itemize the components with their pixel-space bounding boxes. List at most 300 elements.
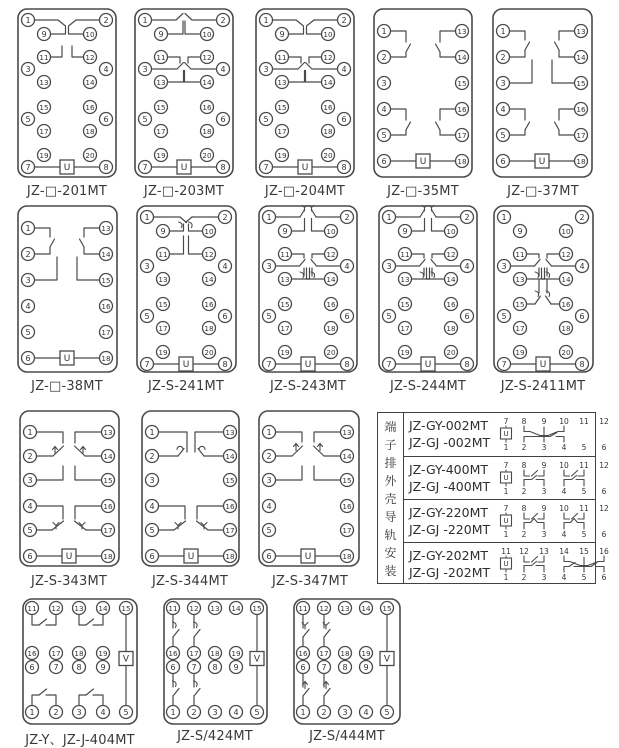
mini-terminal-number: 12: [599, 504, 609, 513]
terminal-number: 4: [25, 301, 31, 311]
terminal-1: [26, 706, 39, 719]
terminal-number: 11: [277, 52, 287, 62]
terminal-16: [322, 101, 335, 114]
coil-letter: U: [63, 163, 71, 174]
wire: [51, 46, 63, 57]
terminal-number: 6: [29, 662, 35, 672]
terminal-1: [383, 211, 396, 224]
terminal-20: [203, 346, 216, 359]
terminal-1: [263, 211, 276, 224]
terminal-13: [276, 76, 289, 89]
wire: [72, 46, 84, 57]
terminal-number: 13: [277, 77, 287, 87]
mini-wire: [530, 432, 540, 436]
wire: [391, 31, 407, 42]
terminal-number: 14: [98, 603, 108, 613]
coil-letter: V: [122, 654, 130, 665]
terminal-number: 6: [381, 156, 387, 166]
terminal-15: [276, 101, 289, 114]
terminal-7: [188, 661, 201, 674]
terminal-number: 14: [326, 274, 336, 284]
terminal-number: 15: [515, 299, 525, 309]
wire: [51, 27, 66, 34]
terminal-number: 9: [402, 226, 408, 236]
terminal-4: [22, 300, 35, 313]
terminal-11: [157, 248, 170, 261]
terminal-18: [224, 550, 237, 563]
terminal-number: 14: [446, 274, 456, 284]
terminal-14: [360, 602, 373, 615]
terminal-number: 9: [160, 226, 166, 236]
diagram-svg-jz-s-444mt: [293, 598, 401, 725]
relay-outline: [135, 9, 233, 177]
wire: [292, 446, 303, 456]
terminal-number: 13: [156, 77, 166, 87]
terminal-8: [341, 358, 354, 371]
terminal-18: [341, 550, 354, 563]
terminal-2: [576, 211, 589, 224]
mini-terminal-number: 4: [561, 487, 567, 496]
terminal-number: 20: [323, 150, 333, 160]
diagram-jz-37mt: [492, 8, 593, 178]
mini-wire: [538, 513, 544, 519]
terminal-13: [209, 602, 222, 615]
wire: [312, 219, 325, 232]
wire: [46, 615, 56, 626]
terminal-number: 4: [341, 64, 347, 74]
terminal-number: 11: [280, 249, 290, 259]
terminal-4: [341, 260, 354, 273]
terminal-17: [456, 129, 469, 142]
wire: [303, 630, 309, 638]
terminal-number: 4: [100, 707, 106, 717]
terminal-number: 12: [326, 249, 336, 259]
terminal-number: 19: [400, 347, 410, 357]
terminal-13: [224, 426, 237, 439]
terminal-16: [341, 500, 354, 513]
terminal-number: 2: [53, 707, 59, 717]
mini-terminal-number: 1: [503, 487, 509, 496]
u-coil-box: [184, 549, 198, 563]
wire: [559, 109, 575, 120]
terminal-number: 10: [204, 226, 214, 236]
terminal-number: 11: [158, 249, 168, 259]
v-coil-box: [119, 652, 133, 666]
wire: [75, 432, 102, 443]
terminal-6: [297, 661, 310, 674]
terminal-number: 3: [149, 475, 155, 485]
wire: [77, 257, 100, 280]
terminal-13: [341, 426, 354, 439]
terminal-15: [575, 77, 588, 90]
diagram-svg-jz-35mt: [373, 8, 473, 178]
terminal-number: 6: [464, 311, 470, 321]
terminal-2: [219, 211, 232, 224]
wire: [79, 695, 86, 706]
model-label: JZ-GY-202MT: [409, 548, 489, 563]
terminal-3: [139, 63, 152, 76]
wire: [552, 60, 575, 83]
wire: [188, 57, 201, 63]
terminal-number: 7: [144, 359, 150, 369]
terminal-15: [155, 101, 168, 114]
terminal-number: 20: [202, 150, 212, 160]
terminal-20: [560, 346, 573, 359]
terminal-8: [100, 161, 113, 174]
mini-coil-letter: U: [503, 517, 509, 526]
wire: [510, 130, 526, 135]
coil-letter: U: [304, 552, 312, 563]
terminal-16: [167, 647, 180, 660]
mini-wire: [564, 480, 571, 487]
mini-terminal-number: 5: [581, 443, 587, 452]
terminal-number: 16: [202, 102, 212, 112]
terminal-18: [102, 550, 115, 563]
terminal-number: 15: [252, 603, 262, 613]
terminal-3: [141, 260, 154, 273]
terminal-number: 6: [220, 114, 226, 124]
mini-wire: [598, 556, 604, 562]
mini-terminal-number: 6: [601, 530, 607, 539]
wire: [309, 57, 322, 63]
terminal-number: 4: [500, 104, 506, 114]
mini-wire: [536, 566, 544, 573]
wire: [311, 260, 317, 267]
terminal-6: [217, 113, 230, 126]
terminal-number: 3: [266, 261, 272, 271]
terminal-number: 2: [266, 451, 272, 461]
terminal-number: 3: [25, 64, 31, 74]
terminal-number: 5: [123, 707, 129, 717]
terminal-6: [26, 661, 39, 674]
terminal-5: [24, 524, 37, 537]
terminal-number: 16: [225, 501, 235, 511]
wire: [312, 254, 325, 258]
diagram-label-jz-s-241mt: JZ-S-241MT: [147, 379, 225, 394]
terminal-number: 19: [361, 648, 371, 658]
terminal-number: 8: [344, 359, 350, 369]
terminal-18: [203, 322, 216, 335]
terminal-number: 8: [579, 359, 585, 369]
terminal-7: [383, 358, 396, 371]
mini-terminal-number: 6: [601, 443, 607, 452]
mini-coil-letter: U: [503, 560, 509, 569]
mini-terminal-number: 15: [579, 547, 589, 556]
mini-terminal-number: 2: [521, 573, 527, 582]
terminal-number: 13: [280, 274, 290, 284]
terminal-number: 9: [158, 29, 164, 39]
wire: [35, 257, 58, 280]
wire: [292, 219, 305, 232]
wire: [168, 21, 184, 34]
terminal-5: [263, 310, 276, 323]
terminal-number: 6: [579, 311, 585, 321]
terminal-number: 2: [464, 212, 470, 222]
terminal-18: [575, 155, 588, 168]
wire: [535, 260, 541, 267]
wire: [37, 466, 64, 480]
terminal-14: [230, 602, 243, 615]
terminal-number: 7: [25, 162, 31, 172]
terminal-13: [514, 273, 527, 286]
wire: [39, 689, 47, 695]
wire: [37, 432, 64, 443]
terminal-number: 13: [103, 427, 113, 437]
terminal-number: 12: [561, 249, 571, 259]
terminal-number: 20: [561, 347, 571, 357]
terminal-5: [139, 113, 152, 126]
terminal-17: [341, 524, 354, 537]
terminal-12: [84, 51, 97, 64]
terminal-number: 16: [298, 648, 308, 658]
terminal-16: [224, 500, 237, 513]
terminal-number: 7: [191, 662, 197, 672]
relay-outline: [137, 206, 236, 372]
wire: [185, 71, 201, 83]
terminal-number: 14: [231, 603, 241, 613]
model-label: JZ-GY-002MT: [409, 418, 489, 433]
terminal-number: 10: [561, 226, 571, 236]
terminal-2: [24, 450, 37, 463]
mini-terminal-number: 16: [599, 547, 609, 556]
terminal-number: 5: [501, 311, 507, 321]
mini-terminal-number: 1: [503, 443, 509, 452]
terminal-19: [97, 647, 110, 660]
wire: [86, 689, 94, 695]
terminal-number: 14: [202, 77, 212, 87]
terminal-number: 12: [319, 603, 329, 613]
terminal-number: 16: [101, 301, 111, 311]
terminal-number: 17: [51, 648, 61, 658]
terminal-18: [560, 322, 573, 335]
terminal-number: 14: [85, 77, 95, 87]
terminal-number: 20: [204, 347, 214, 357]
terminal-number: 3: [25, 275, 31, 285]
terminal-number: 17: [280, 323, 290, 333]
terminal-number: 17: [342, 525, 352, 535]
diagram-jz-s-243mt: [258, 205, 358, 373]
terminal-3: [497, 77, 510, 90]
model-label: JZ-GJ -202MT: [409, 565, 491, 580]
terminal-number: 6: [27, 551, 33, 561]
mini-terminal-number: 7: [503, 461, 509, 470]
terminal-number: 1: [149, 427, 155, 437]
terminal-number: 5: [266, 311, 272, 321]
terminal-7: [498, 358, 511, 371]
terminal-number: 12: [446, 249, 456, 259]
terminal-18: [325, 322, 338, 335]
terminal-2: [378, 51, 391, 64]
mini-terminal-number: 7: [503, 504, 509, 513]
wire: [559, 31, 575, 40]
mini-coil-letter: U: [503, 430, 509, 439]
terminal-number: 4: [222, 261, 228, 271]
diagram-svg-jz-201mt: [17, 8, 117, 178]
wire: [180, 217, 187, 223]
terminal-1: [24, 426, 37, 439]
mini-terminal-number: 12: [599, 461, 609, 470]
terminal-5: [251, 706, 264, 719]
wire: [75, 466, 102, 480]
terminal-number: 15: [342, 475, 352, 485]
wire: [194, 689, 200, 697]
wire: [391, 52, 407, 57]
wire: [406, 122, 411, 130]
u-coil-box: [60, 351, 74, 365]
mini-terminal-number: 12: [599, 417, 609, 426]
terminal-1: [146, 426, 159, 439]
terminal-number: 11: [298, 603, 308, 613]
terminal-2: [188, 706, 201, 719]
terminal-number: 6: [344, 311, 350, 321]
wire: [440, 52, 456, 57]
terminal-9: [157, 225, 170, 238]
u-coil-box: [62, 549, 76, 563]
mini-diagram: [496, 415, 614, 453]
terminal-number: 18: [323, 126, 333, 136]
terminal-4: [576, 260, 589, 273]
terminal-number: 5: [25, 114, 31, 124]
terminal-8: [73, 661, 86, 674]
terminal-number: 7: [501, 359, 507, 369]
terminal-number: 13: [39, 77, 49, 87]
terminal-number: 17: [576, 130, 586, 140]
wire: [170, 236, 184, 254]
terminal-number: 8: [222, 359, 228, 369]
u-coil-box: [536, 357, 550, 371]
wire: [432, 210, 437, 218]
model-label: JZ-GJ -220MT: [409, 522, 491, 537]
mini-wire: [524, 437, 544, 443]
terminal-4: [338, 63, 351, 76]
terminal-12: [201, 51, 214, 64]
mini-terminal-number: 4: [561, 573, 567, 582]
terminal-number: 17: [189, 648, 199, 658]
terminal-number: 7: [266, 359, 272, 369]
terminal-18: [209, 647, 222, 660]
terminal-number: 4: [103, 64, 109, 74]
terminal-3: [378, 77, 391, 90]
diagram-label-jz-s-347mt: JZ-S-347MT: [271, 574, 349, 589]
terminal-13: [157, 273, 170, 286]
side-label-char: 轨: [384, 527, 397, 542]
terminal-number: 5: [254, 707, 260, 717]
wire: [185, 21, 201, 34]
terminal-9: [399, 225, 412, 238]
table-side-label: [378, 413, 404, 583]
terminal-4: [24, 500, 37, 513]
terminal-number: 1: [142, 15, 148, 25]
terminal-9: [230, 661, 243, 674]
terminal-number: 16: [85, 102, 95, 112]
coil-letter: U: [539, 360, 547, 371]
wire: [296, 20, 304, 26]
terminal-5: [146, 524, 159, 537]
coil-letter: U: [304, 360, 312, 371]
terminal-13: [102, 426, 115, 439]
terminal-18: [100, 352, 113, 365]
contact-mark-curl: [177, 446, 183, 449]
wire: [547, 254, 560, 258]
terminal-17: [514, 322, 527, 335]
terminal-number: 13: [576, 26, 586, 36]
diagram-svg-jz-y-jz-j-404mt: [22, 598, 138, 725]
terminal-number: 5: [386, 311, 392, 321]
mini-wire: [538, 556, 544, 562]
terminal-number: 11: [515, 249, 525, 259]
model-labels: [409, 461, 490, 495]
wire: [555, 122, 560, 130]
terminal-number: 3: [263, 64, 269, 74]
terminal-11: [399, 248, 412, 261]
mini-wire: [578, 470, 584, 476]
terminal-number: 5: [500, 130, 506, 140]
terminal-5: [263, 524, 276, 537]
terminal-2: [50, 706, 63, 719]
terminal-number: 3: [266, 475, 272, 485]
wire: [432, 254, 445, 258]
contact-mark-hook: [300, 272, 304, 278]
terminal-13: [575, 25, 588, 38]
terminal-7: [139, 161, 152, 174]
terminal-6: [576, 310, 589, 323]
u-coil-box: [301, 549, 315, 563]
mini-terminal-number: 4: [561, 530, 567, 539]
terminal-4: [378, 103, 391, 116]
terminal-number: 2: [25, 249, 31, 259]
diagram-label-jz-y-jz-j-404mt: JZ-Y、JZ-J-404MT: [25, 733, 135, 748]
wire: [525, 42, 530, 50]
wire: [289, 57, 302, 63]
terminal-8: [461, 358, 474, 371]
wire: [189, 236, 203, 254]
terminal-number: 3: [386, 261, 392, 271]
wire: [432, 219, 445, 232]
terminal-number: 16: [27, 648, 37, 658]
terminal-7: [263, 358, 276, 371]
terminal-16: [445, 298, 458, 311]
terminal-number: 8: [342, 662, 348, 672]
diagram-svg-jz-s-241mt: [136, 205, 237, 373]
terminal-16: [560, 298, 573, 311]
mini-terminal-number: 5: [581, 530, 587, 539]
u-coil-box: [301, 357, 315, 371]
terminal-9: [155, 28, 168, 41]
terminal-12: [318, 602, 331, 615]
coil-letter: U: [182, 360, 190, 371]
diagram-jz-38mt: [17, 205, 118, 373]
mini-terminal-number: 12: [519, 547, 529, 556]
terminal-14: [102, 450, 115, 463]
side-label-char: 壳: [384, 491, 397, 506]
terminal-number: 10: [202, 29, 212, 39]
wire: [525, 122, 530, 130]
terminal-10: [325, 225, 338, 238]
terminal-15: [456, 77, 469, 90]
model-label: JZ-GJ -002MT: [409, 435, 491, 450]
terminal-17: [100, 326, 113, 339]
terminal-number: 1: [266, 212, 272, 222]
terminal-11: [155, 51, 168, 64]
wire: [391, 130, 407, 135]
terminal-16: [26, 647, 39, 660]
terminal-19: [155, 149, 168, 162]
terminal-15: [224, 474, 237, 487]
wire: [185, 14, 192, 21]
terminal-number: 6: [341, 114, 347, 124]
wire: [93, 615, 103, 626]
terminal-14: [445, 273, 458, 286]
